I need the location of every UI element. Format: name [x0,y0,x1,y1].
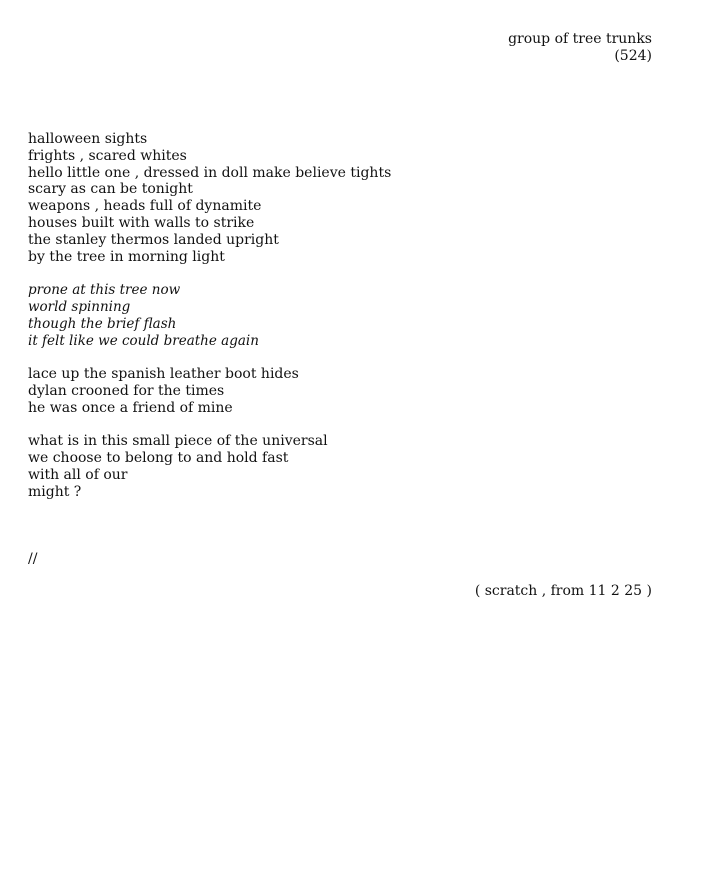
stanza-4 [28,433,628,500]
poem-line: weapons , heads full of dynamite [28,198,262,215]
stanza-2 [28,282,628,349]
poem-line: dylan crooned for the times [28,382,225,399]
poem-line: the stanley thermos landed upright [28,231,279,248]
poem-line: houses built with walls to strike [28,214,255,231]
poem-line: what is in this small piece of the universal [28,433,328,450]
poem-line: we choose to belong to and hold fast [28,450,289,467]
poem-line: hello little one , dressed in doll make believe tights [28,164,392,181]
poem-line: scary as can be tonight [28,181,193,198]
poem-footer-note: ( scratch , from 11 2 25 ) [474,583,652,599]
poem-number: (524) [614,48,652,64]
section-separator: // [28,551,38,567]
poem-line: might ? [28,483,82,500]
poem-line: halloween sights [28,131,148,147]
poem-line: he was once a friend of mine [28,399,233,416]
poem-header [508,31,652,65]
poem-line: though the brief flash [28,315,177,332]
stanza-3 [28,366,628,416]
poem-body [28,131,628,517]
poem-line: with all of our [28,466,128,483]
poem-line: by the tree in morning light [28,248,225,265]
poem-line: prone at this tree now [28,282,181,299]
poem-line: it felt like we could breathe again [28,332,259,349]
poem-title: group of tree trunks [508,31,652,47]
poem-line: world spinning [28,298,131,315]
stanza-1 [28,131,628,265]
poem-line: frights , scared whites [28,147,187,164]
poem-line: lace up the spanish leather boot hides [28,366,299,383]
